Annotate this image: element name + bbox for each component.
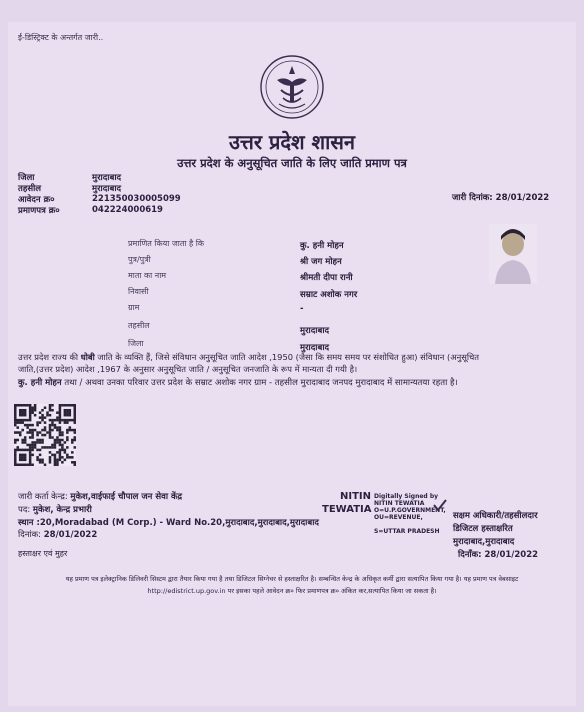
ediss-note: ई-डिस्ट्रिक्ट के अन्तर्गत जारी.. (18, 33, 104, 42)
field-label: जिला (128, 339, 144, 348)
authority-signed: डिजिटल हस्ताक्षरित (453, 524, 513, 534)
signature-detail: NITIN TEWATIA (374, 500, 425, 507)
certificate-number-value: 042224000619 (92, 205, 163, 215)
tehsil-value: मुरादाबाद (92, 184, 122, 194)
certificate-subtitle: उत्तर प्रदेश के अनुसूचित जाति के लिए जाति प्रमाण पत्र (177, 156, 407, 170)
district-label: जिला (18, 173, 35, 183)
field-label: ग्राम (128, 303, 140, 312)
sign-seal-label: हस्ताक्षर एवं मुहर (18, 549, 68, 558)
issuer-center: जारी कर्ता केन्द्र: मुकेश,वाईफाई चौपाल जन सेवा केंद्र (18, 492, 183, 502)
body-line-3: कु. हनी मोहन तथा / अथवा उनका परिवार उत्तर प्रदेश के सम्राट अशोक नगर ग्राम - तहसील मुरादाबाद जनपद मुरादाबाद में सामान्यतया रहता है। (18, 378, 458, 388)
body-line-2: जाति,(उत्तर प्रदेश) आदेश ,1967 के अनुसार अनुसूचित जाति / अनुसूचित जनजाति के रूप में मान्यता दी गयी है। (18, 364, 358, 374)
qr-code-icon (14, 404, 76, 466)
issue-date: जारी दिनांक: 28/01/2022 (452, 193, 550, 203)
field-label: पुत्र/पुत्री (128, 255, 151, 264)
field-label: प्रमाणित किया जाता है कि (128, 239, 205, 248)
field-value: श्रीमती दीपा रानी (300, 273, 353, 283)
certificate-number-label: प्रमाणपत्र क्र० (18, 206, 60, 216)
authority-title: सक्षम अधिकारी/तहसीलदार (453, 511, 538, 521)
field-value: सम्राट अशोक नगर (300, 290, 358, 300)
field-value: - (300, 304, 304, 314)
issuer-date: दिनांक: 28/01/2022 (18, 530, 98, 540)
application-value: 221350030005099 (92, 194, 181, 204)
signature-detail: OU=REVENUE, (374, 514, 423, 521)
tehsil-label: तहसील (18, 184, 42, 194)
authority-location: मुरादाबाद,मुरादाबाद (453, 537, 515, 547)
footer-line-1: यह प्रमाण पत्र इलेक्ट्रानिक डिलिवरी सिस्टम द्वारा तैयार किया गया है तथा डिजिटल सिग्नेचर से हस्ताक्षरित है। सम्बन्धित केन्द्र के अधिकृत कर्मी द्वारा सत्यापित किया गया है। यह प्रमाण पत्र वेबसाइट (65, 575, 519, 583)
applicant-photo (489, 224, 537, 284)
footer-line-2: http://edistrict.up.gov.in पर इसका पहले आवेदन क्र० फिर प्रमाणपत्र क्र० अंकित कर,सत्यापित किया जा सकता है। (147, 587, 437, 595)
up-govt-emblem-icon (255, 52, 329, 122)
signature-detail: S=UTTAR PRADESH (374, 528, 440, 535)
district-value: मुरादाबाद (92, 173, 122, 183)
field-value: कु. हनी मोहन (300, 241, 344, 251)
page-title: उत्तर प्रदेश शासन (229, 130, 355, 154)
field-value: मुरादाबाद (300, 343, 330, 353)
signer-name-1: NITIN (340, 491, 372, 502)
field-label: निवासी (128, 287, 149, 296)
field-value: मुरादाबाद (300, 326, 330, 336)
application-label: आवेदन क्र० (18, 195, 55, 205)
issuer-post: पद: मुकेश, केन्द्र प्रभारी (18, 505, 92, 515)
signature-detail: Digitally Signed by (374, 493, 439, 500)
issuer-place: स्थान :20,Moradabad (M Corp.) - Ward No.20,मुरादाबाद,मुरादाबाद,मुरादाबाद (18, 518, 319, 528)
signer-name-2: TEWATIA (322, 504, 372, 515)
authority-date: दिनाँक: 28/01/2022 (458, 550, 539, 560)
signature-check-icon (432, 497, 448, 513)
field-label: तहसील (128, 321, 150, 330)
field-value: श्री जग मोहन (300, 257, 342, 267)
signature-detail: O=U.P.GOVERNMENT, (374, 507, 446, 514)
field-label: माता का नाम (128, 271, 167, 280)
body-line-1: उत्तर प्रदेश राज्य की धोबी जाति के व्यक्ति हैं, जिसे संविधान अनुसूचित जाति आदेश ,1950 (जैसा कि समय समय पर संशोधित हुआ) संविधान (अनुसूचित (18, 352, 479, 362)
